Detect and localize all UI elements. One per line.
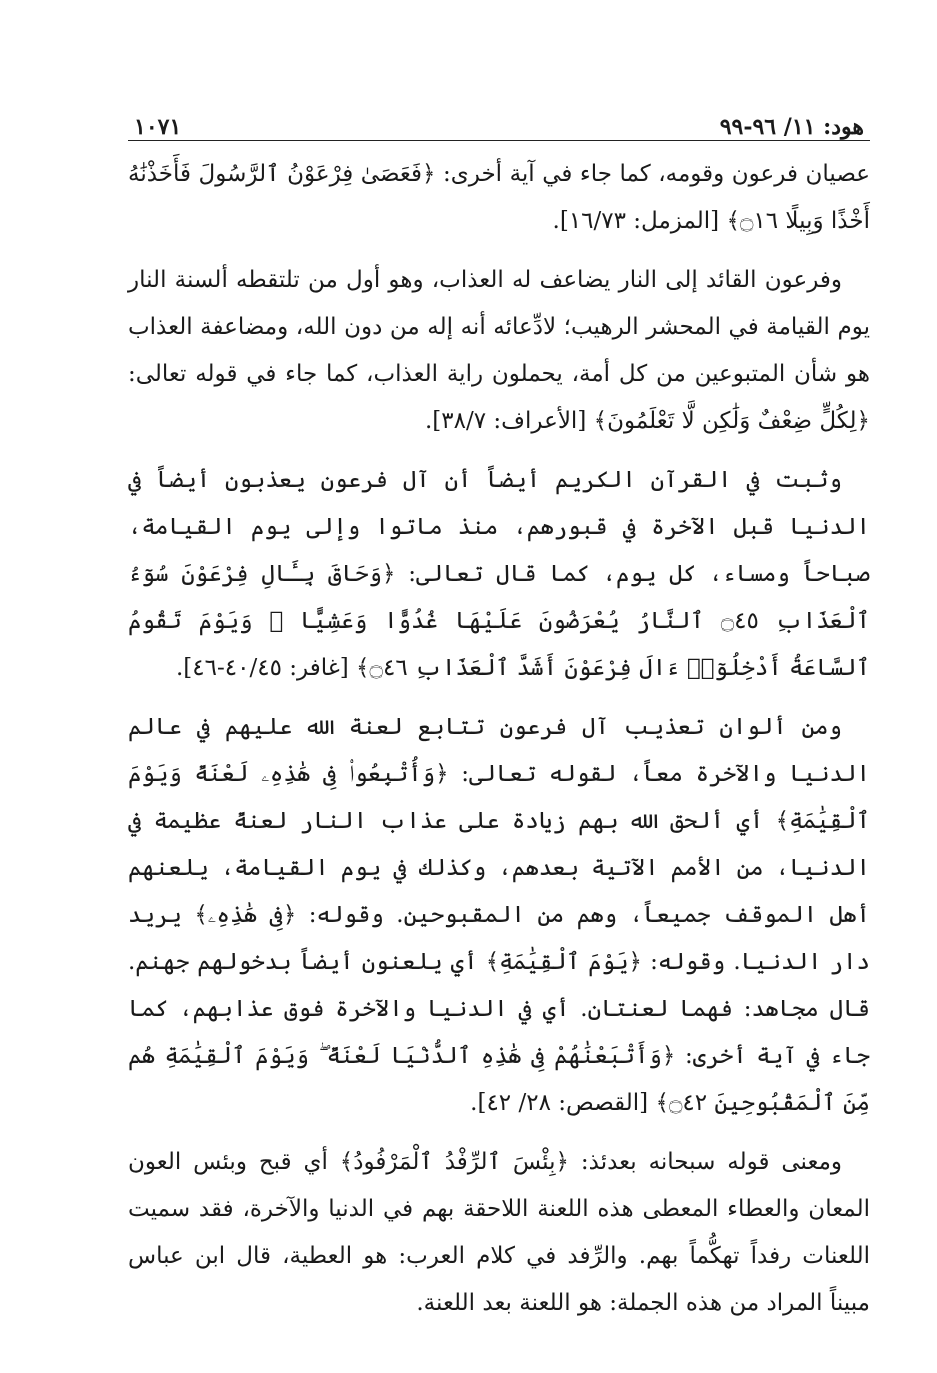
page-body	[128, 151, 870, 1327]
book-page	[128, 100, 870, 1339]
chapter-reference: هود: ١١/ ٩٦-٩٩	[719, 114, 864, 140]
paragraph-5: ومعنى قوله سبحانه بعدئذ: ﴿بِئْسَ ٱلرِّفْدُ ٱلْمَرْفُودُ﴾ أي قبح وبئس العون المعان والعطاء المعطى هذه اللعنة اللاحقة بهم في الدنيا والآخرة، فقد سميت اللعنات رفداً تهكُّماً بهم. والرِّفد في كلام العرب: هو العطية، قال ابن عباس مبيناً المراد من هذه الجملة: هو اللعنة بعد اللعنة.	[128, 1149, 870, 1316]
page-header	[128, 100, 870, 141]
page-number: ١٠٧١	[134, 114, 182, 140]
paragraph-4: ومن ألوان تعذيب آل فرعون تتابع لعنة الله عليهم في عالم الدنيا والآخرة معاً، لقوله تعالى: ﴿وَأُتْبِعُوا۟ فِى هَٰذِهِۦ لَعْنَةً وَيَوْمَ ٱلْقِيَٰمَةِ﴾ أي ألحق الله بهم زيادة على عذاب النار لعنةً عظيمة في الدنيا، من الأمم الآتية بعدهم، وكذلك في يوم القيامة، يلعنهم أهل الموقف جميعاً، وهم من المقبوحين. وقوله: ﴿فِى هَٰذِهِۦ﴾ يريد دار الدنيا. وقوله: ﴿يَوْمَ ٱلْقِيَٰمَةِ﴾ أي يلعنون أيضاً بدخولهم جهنم. قال مجاهد: فهما لعنتان. أي في الدنيا والآخرة فوق عذابهم، كما جاء في آية أخرى: ﴿وَأَتْبَعْنَٰهُمْ فِى هَٰذِهِ ٱلدُّنْيَا لَعْنَةً ۖ وَيَوْمَ ٱلْقِيَٰمَةِ هُم مِّنَ ٱلْمَقْبُوحِينَ ۝٤٢﴾ [القصص: ٢٨/ ٤٢].	[128, 714, 870, 1116]
paragraph-1: عصيان فرعون وقومه، كما جاء في آية أخرى: ﴿فَعَصَىٰ فِرْعَوْنُ ٱلرَّسُولَ فَأَخَذْنَٰهُ أَخْذًا وَبِيلًا ۝١٦﴾ [المزمل: ١٦/٧٣].	[128, 161, 870, 234]
paragraph-3: وثبت في القرآن الكريم أيضاً أن آل فرعون يعذبون أيضاً في الدنيا قبل الآخرة في قبورهم، منذ ماتوا وإلى يوم القيامة، صباحاً ومساء، كل يوم، كما قال تعالى: ﴿وَحَاقَ بِـَٔالِ فِرْعَوْنَ سُوٓءُ ٱلْعَذَابِ ۝٤٥ ٱلنَّارُ يُعْرَضُونَ عَلَيْهَا غُدُوًّا وَعَشِيًّا ۖ وَيَوْمَ تَقُومُ ٱلسَّاعَةُ أَدْخِلُوٓا۟ ءَالَ فِرْعَوْنَ أَشَدَّ ٱلْعَذَابِ ۝٤٦﴾ [غافر: ٤٠/٤٥-٤٦].	[128, 467, 870, 681]
paragraph-2: وفرعون القائد إلى النار يضاعف له العذاب، وهو أول من تلتقطه ألسنة النار يوم القيامة في المحشر الرهيب؛ لادِّعائه أنه إله من دون الله، ومضاعفة العذاب هو شأن المتبوعين من كل أمة، يحملون راية العذاب، كما جاء في قوله تعالى: ﴿لِكُلٍّ ضِعْفٌ وَلَٰكِن لَّا تَعْلَمُونَ﴾ [الأعراف: ٣٨/٧].	[128, 267, 870, 434]
